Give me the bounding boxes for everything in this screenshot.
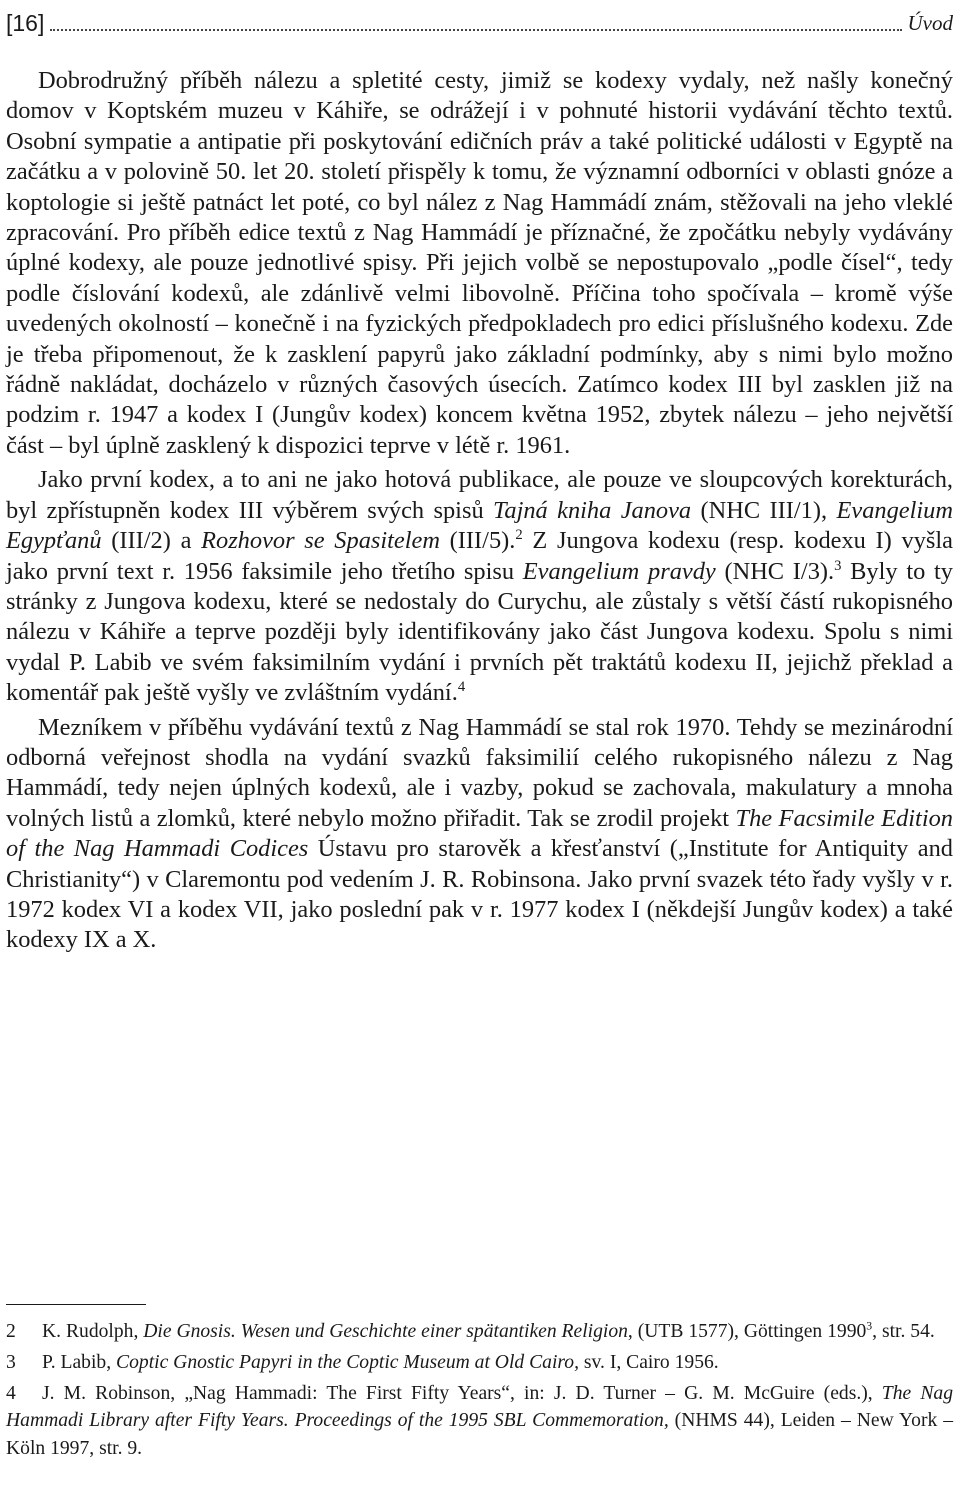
italic-title: The Nag Hammadi Library after Fifty Years. Proceedings of the 1995 SBL Commemoration,: [6, 1382, 954, 1432]
text-run: Ústavu pro starověk a křesťanství („Institute for Antiquity and Christianity“) v Claremontu pod vedením J. R. Robinsona. Jako první svazek této řady vyšly v r. 1972 kodex VI a kodex VII, jako poslední pak v r. 1977 kodex I (někdejší Jungův kodex) a také kodexy IX a X.: [6, 835, 953, 954]
text-run: sv. I, Cairo 1956.: [579, 1351, 719, 1373]
text-run: Mezníkem v příběhu vydávání textů z Nag Hammádí se stal rok 1970. Tehdy se mezinárodní odborná veřejnost shodla na vydání svazků faksimilií celého rukopisného nálezu z Nag Hammádí, tedy nejen úplných kodexů, ale i vazby, pokud se zachovala, makulatury a mnoha volných listů a zlomků, které nebylo možno přiřadit. Tak se zrodil projekt: [6, 713, 953, 832]
running-header: [6, 4, 953, 38]
text-run: , (UTB 1577), Göttingen 1990: [627, 1321, 867, 1342]
italic-title: Die Gnosis. Wesen und Geschichte einer spätantiken Religion: [143, 1321, 628, 1342]
footnote: [6, 1318, 953, 1346]
footnote-number: 4: [6, 1382, 16, 1404]
footnotes: [6, 1318, 953, 1466]
italic-title: Rozhovor se Spasitelem: [201, 527, 440, 555]
body-text: [6, 66, 953, 956]
footnote: [6, 1380, 953, 1463]
text-run: (III/5).: [439, 527, 516, 555]
text-run: (NHMS 44), Leiden – New York – Köln 1997, str. 9.: [6, 1410, 953, 1460]
italic-title: Tajná kniha Janova: [493, 496, 692, 524]
footnote-ref: 3: [866, 1319, 873, 1333]
paragraph: [6, 465, 953, 708]
italic-title: Evangelium pravdy: [522, 557, 716, 585]
text-run: Dobrodružný příběh nálezu a spletité cesty, jimiž se kodexy vydaly, než našly konečný domov v Koptském muzeu v Káhiře, se odrážejí i v pohnuté historii vydávání těchto textů. Osobní sympatie a antipatie při poskytování edičních práv a také politické události v Egyptě na začátku a v polovině 50. let 20. století přispěly k tomu, že významní odborníci v oblasti gnóze a koptologie si ještě patnáct let poté, co byl nález z Nag Hammádí znám, stěžovali na jeho vleklé zpracování. Pro příběh edice textů z Nag Hammádí je příznačné, že zpočátku nebyly vydávány úplné kodexy, ale pouze jednotlivé spisy. Při jejich volbě se nepostupovalo „podle čísel“, tedy podle číslování kodexů, ale zdánlivě velmi libovolně. Příčina toho spočívala – kromě výše uvedených okolností – konečně i na fyzických předpokladech pro edici příslušného kodexu. Zde je třeba připomenout, že k zasklení papyrů jako základní podmínky, aby s nimi bylo možno řádně nakládat, docházelo v různých časových úsecích. Zatímco kodex III byl zasklen již na podzim r. 1947 a kodex I (Jungův kodex) koncem května 1952, zbytek nálezu – jeho největší část – byl úplně zasklený k dispozici teprve v létě r. 1961.: [6, 67, 953, 459]
footnote: [6, 1349, 953, 1377]
text-run: P. Labib,: [42, 1351, 117, 1373]
text-run: (III/2) a: [101, 527, 202, 555]
footnote-number: 2: [6, 1321, 16, 1342]
italic-title: Coptic Gnostic Papyri in the Coptic Museum at Old Cairo,: [116, 1351, 579, 1373]
paragraph: [6, 66, 953, 461]
footnote-separator: [6, 1304, 146, 1305]
text-run: J. M. Robinson, „Nag Hammadi: The First Fifty Years“, in: J. D. Turner – G. M. McGuire (eds.),: [42, 1382, 882, 1404]
text-run: Jako první kodex, a to ani ne jako hotová publikace, ale pouze ve sloupcových korekturách, byl zpřístupněn kodex III výběrem svých spisů: [6, 466, 953, 524]
page-number: [16]: [6, 10, 45, 36]
text-run: , str. 54.: [872, 1321, 935, 1342]
footnote-ref: 3: [834, 557, 842, 574]
text-run: (NHC III/1),: [691, 496, 837, 524]
paragraph: [6, 713, 953, 956]
footnote-ref: 2: [515, 526, 523, 543]
text-run: Z Jungova kodexu (resp. kodexu I) vyšla jako první text r. 1956 faksimile jeho třetího spisu: [6, 527, 953, 585]
italic-title: Evangelium Egypťanů: [6, 496, 953, 555]
footnote-ref: 4: [457, 679, 466, 695]
text-run: (NHC I/3).: [715, 557, 835, 585]
text-run: Byly to ty stránky z Jungova kodexu, které se nedostaly do Curychu, ale zůstaly s větší částí rukopisného nálezu v Káhiře a teprve později byly identifikovány jako část Jungova kodexu. Spolu s nimi vydal P. Labib ve svém faksimilním vydání i prvních pět traktátů kodexu II, jejichž překlad a komentář pak ještě vyšly ve zvláštním vydání.: [6, 557, 953, 707]
footnote-number: 3: [6, 1351, 16, 1373]
italic-title: The Facsimile Edition of the Nag Hammadi Codices: [6, 804, 953, 863]
section-title: Úvod: [907, 11, 953, 35]
text-run: K. Rudolph,: [42, 1321, 144, 1342]
dot-leader: [50, 28, 901, 31]
